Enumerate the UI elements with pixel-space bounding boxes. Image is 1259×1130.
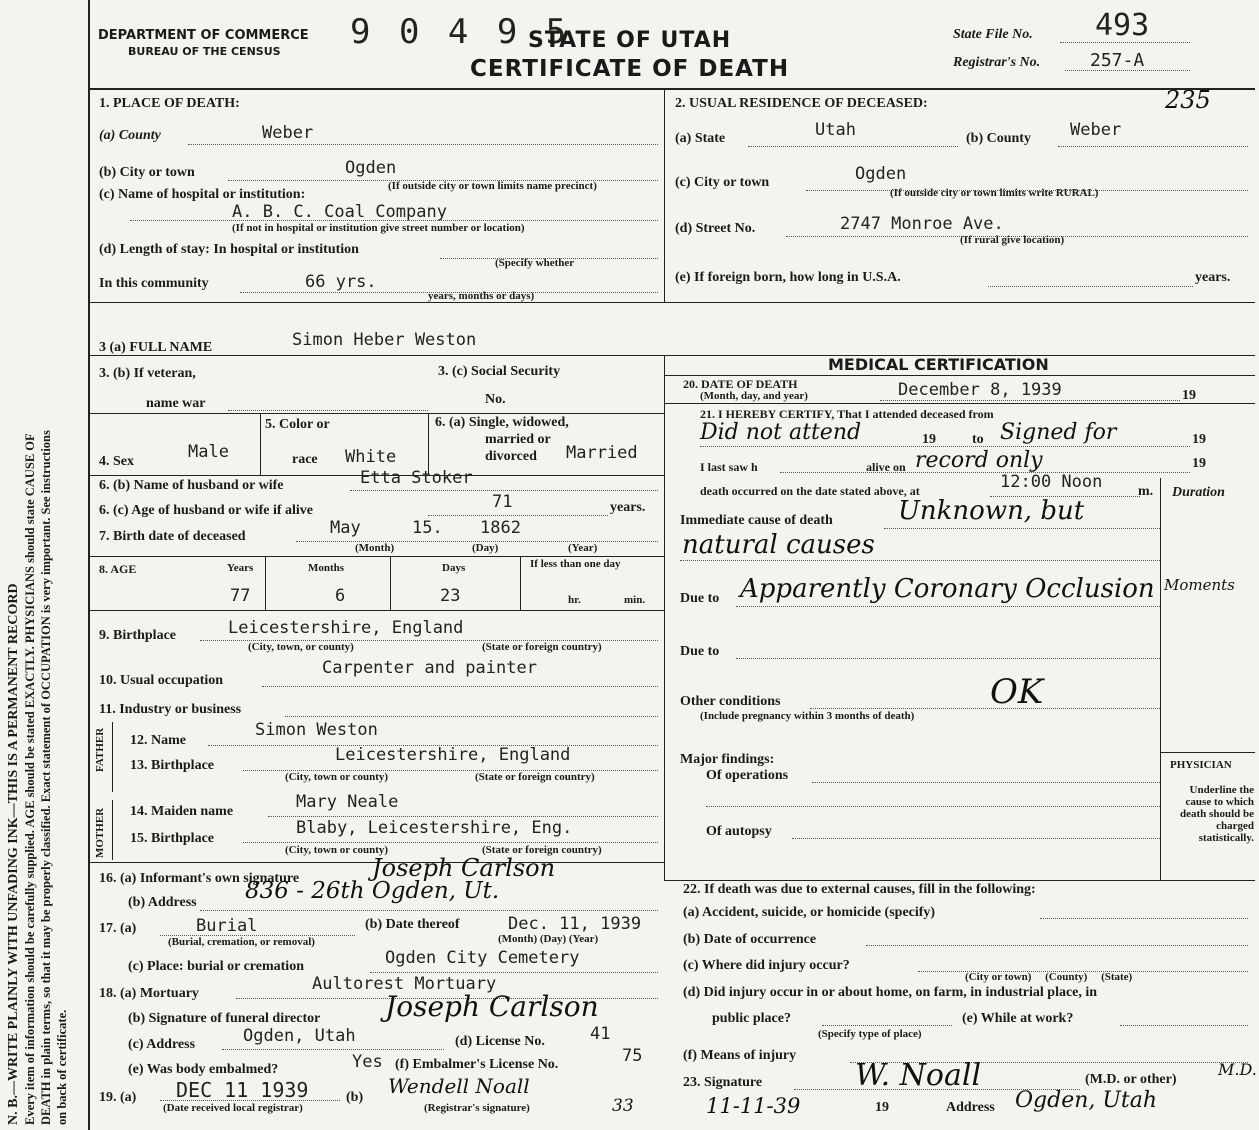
immediate-cause: Unknown, but [898, 496, 1085, 526]
record-only: record only [915, 448, 1043, 473]
residence-street-label: (d) Street No. [675, 221, 756, 236]
sig-date: 11-11-39 [706, 1094, 801, 1118]
other-line [810, 708, 1160, 709]
license-value: 41 [590, 1024, 611, 1044]
informant-addr-label: (b) Address [128, 895, 197, 910]
medical-row-line [664, 403, 1255, 404]
burial-place: Ogden City Cemetery [385, 948, 580, 968]
industry-line [285, 716, 658, 717]
side-line-3: on back of certificate. [55, 1009, 69, 1125]
registrar-note: (Registrar's signature) [424, 1102, 530, 1114]
place-hospital-note: (If not in hospital or institution give street number or location) [232, 222, 525, 234]
spouse-line [350, 490, 658, 491]
license-label: (d) License No. [455, 1034, 545, 1049]
residence-foreign-label: (e) If foreign born, how long in U.S.A. [675, 270, 901, 285]
ext-a: (a) Accident, suicide, or homicide (specify) [683, 905, 936, 920]
director-signature: Joseph Carlson [385, 990, 599, 1023]
death-time-m: m. [1138, 484, 1154, 499]
age-div-3 [520, 556, 521, 610]
ext-d: (d) Did injury occur in or about home, on farm, in industrial place, in [683, 985, 1098, 1000]
attend-19b: 19 [1192, 432, 1206, 447]
due2-label: Due to [680, 644, 720, 659]
age-label: 8. AGE [99, 562, 137, 576]
birth-day: 15. [412, 518, 443, 538]
sig-19: 19 [875, 1100, 889, 1115]
burial-place-label: (c) Place: burial or cremation [128, 959, 304, 974]
state-file-line [1060, 42, 1190, 43]
reg-date: DEC 11 1939 [176, 1078, 309, 1102]
emb-license-label: (f) Embalmer's License No. [395, 1057, 559, 1072]
last-19: 19 [1192, 456, 1206, 471]
reg-line [160, 1100, 340, 1101]
informant-signature: Joseph Carlson [372, 854, 556, 882]
immediate-line-2 [680, 560, 1160, 561]
birthplace-value: Leicestershire, England [228, 618, 464, 638]
occurred-label: death occurred on the date stated above, at [700, 484, 920, 498]
divider-sections [90, 302, 1255, 303]
place-city: Ogden [345, 158, 397, 178]
ext-d2: public place? [712, 1011, 791, 1026]
bureau-label: BUREAU OF THE CENSUS [128, 45, 281, 58]
father-name: Simon Weston [255, 720, 378, 740]
father-bp: Leicestershire, England [335, 745, 571, 765]
duration-title: Duration [1172, 485, 1225, 500]
ext-e-line [1120, 1025, 1248, 1026]
mother-bp: Blaby, Leicestershire, Eng. [296, 818, 573, 838]
marital-label: 6. (a) Single, widowed, [435, 415, 569, 430]
residence-city: Ogden [855, 164, 907, 184]
medical-title: MEDICAL CERTIFICATION [828, 355, 1049, 374]
registrar-line [1065, 70, 1190, 71]
father-bp-note-1: (City, town or county) [285, 771, 389, 783]
death-time: 12:00 Noon [1000, 472, 1103, 492]
state-file-label: State File No. [953, 27, 1033, 42]
birthplace-note-1: (City, town, or county) [248, 641, 354, 653]
md-hw: M.D. [1218, 1060, 1257, 1079]
operations-line-2 [706, 806, 1160, 807]
mother-bp-note-1: (City, town or county) [285, 844, 389, 856]
informant-addr-line [200, 910, 658, 911]
attend-hw: Did not attend [700, 420, 862, 445]
ext-e: (e) While at work? [962, 1011, 1074, 1026]
reg-b: (b) [346, 1090, 364, 1105]
birthplace-note-2: (State or foreign country) [482, 641, 602, 653]
registrar-signature: Wendell Noall [388, 1074, 530, 1098]
side-line-2: DEATH in plain terms, so that it may be properly classified. Exact statement of OCCUPATION is very important. See instructions [39, 430, 53, 1125]
mortuary-addr-line [222, 1049, 444, 1050]
findings-label: Major findings: [680, 752, 775, 767]
residence-street: 2747 Monroe Ave. [840, 214, 1004, 234]
occupation-line [262, 686, 658, 687]
certificate-title: CERTIFICATE OF DEATH [470, 56, 790, 82]
ext-f: (f) Means of injury [683, 1048, 797, 1063]
place-community-note: years, months or days) [428, 290, 535, 302]
ext-a-line [1040, 918, 1248, 919]
mother-bracket [112, 800, 113, 860]
spouse-age-line [428, 515, 608, 516]
informant-sig-label: 16. (a) Informant's own signature [99, 871, 300, 886]
mother-bp-label: 15. Birthplace [130, 831, 214, 846]
residence-street-note: (If rural give location) [960, 234, 1065, 246]
ss-label: 3. (c) Social Security [438, 364, 561, 379]
mortuary-addr-label: (c) Address [128, 1037, 196, 1052]
age-days: 23 [440, 586, 461, 606]
residence-county-line [1058, 146, 1248, 147]
birth-label: 7. Birth date of deceased [99, 529, 246, 544]
mortuary-value: Aultorest Mortuary [312, 974, 497, 994]
residence-county-label: (b) County [966, 131, 1031, 146]
place-hospital-label: (c) Name of hospital or institution: [99, 187, 306, 202]
due1-label: Due to [680, 591, 720, 606]
row-div-sex [260, 413, 261, 475]
alive-on-label: alive on [866, 460, 906, 474]
ext-b: (b) Date of occurrence [683, 932, 817, 947]
sig-addr: Ogden, Utah [1015, 1088, 1158, 1113]
age-years-label: Years [227, 562, 254, 574]
disp-label: 17. (a) [99, 921, 137, 936]
age-div-2 [390, 556, 391, 610]
disp-value: Burial [196, 916, 258, 936]
mother-bp-line [243, 842, 658, 843]
spouse-age: 71 [492, 492, 513, 512]
marital-label-2: married or [485, 432, 551, 447]
side-instructions [6, 430, 70, 1125]
physician-signature: W. Noall [855, 1058, 982, 1093]
place-community: 66 yrs. [305, 272, 377, 292]
disp-date-label: (b) Date thereof [365, 917, 460, 932]
sig-label: 23. Signature [683, 1075, 763, 1090]
race-label: race [292, 452, 318, 467]
name-label: 3 (a) FULL NAME [99, 340, 213, 355]
immediate-cause-2: natural causes [682, 530, 875, 560]
operations-line [812, 782, 1160, 783]
mother-name-line [268, 816, 658, 817]
side-line-1: Every item of information should be carefully supplied. AGE should be stated EXACTLY. PHYSICIANS should state CAUSE OF [23, 433, 37, 1125]
other-note: (Include pregnancy within 3 months of death) [700, 710, 915, 722]
disp-date: Dec. 11, 1939 [508, 914, 642, 934]
disp-note: (Burial, cremation, or removal) [168, 936, 315, 948]
full-name: Simon Heber Weston [292, 330, 477, 350]
residence-county: Weber [1070, 120, 1122, 140]
age-years: 77 [230, 586, 251, 606]
color-label: 5. Color or [265, 417, 330, 432]
embalmed-label: (e) Was body embalmed? [128, 1062, 279, 1077]
state-file-value: 493 [1095, 8, 1150, 43]
place-community-label: In this community [99, 276, 209, 291]
emb-license-value: 75 [622, 1046, 643, 1066]
age-months-label: Months [308, 562, 345, 574]
marital-value: Married [566, 443, 638, 463]
residence-city-note: (If outside city or town limits write RURAL) [890, 187, 1099, 199]
last-saw-label: I last saw h [700, 460, 758, 474]
registrar-num: 33 [612, 1096, 634, 1116]
spouse-label: 6. (b) Name of husband or wife [99, 478, 284, 493]
dept-label: DEPARTMENT OF COMMERCE [98, 28, 309, 43]
residence-foreign-unit: years. [1195, 270, 1231, 285]
sex-label: 4. Sex [99, 454, 134, 469]
spouse-value: Etta Stoker [360, 468, 473, 488]
age-div-1 [265, 556, 266, 610]
physician-note: Underline the cause to which death should be charged statistically. [1180, 784, 1254, 844]
frame-left [88, 0, 90, 1130]
spouse-age-label: 6. (c) Age of husband or wife if alive [99, 503, 314, 518]
attend-19a: 19 [922, 432, 936, 447]
residence-state-label: (a) State [675, 131, 726, 146]
md-label: (M.D. or other) [1085, 1072, 1177, 1087]
stamp-number: 9 0 4 9 5 [350, 12, 571, 52]
divider-top [664, 90, 665, 302]
physician-top-line [1160, 752, 1255, 753]
burial-place-line [370, 972, 658, 973]
residence-title: 2. USUAL RESIDENCE OF DECEASED: [675, 96, 928, 111]
immediate-line [884, 528, 1160, 529]
informant-addr: 836 - 26th Ogden, Ut. [245, 878, 500, 904]
death-date: December 8, 1939 [898, 380, 1062, 400]
place-stay-note: (Specify whether [495, 257, 575, 269]
place-stay-label: (d) Length of stay: In hospital or institution [99, 242, 359, 257]
war-line [228, 410, 428, 411]
duration-column [1160, 478, 1161, 880]
ext-c: (c) Where did injury occur? [683, 958, 850, 973]
residence-city-label: (c) City or town [675, 175, 770, 190]
name-row-line [90, 355, 1255, 356]
death-date-label: 20. DATE OF DEATH [683, 377, 798, 391]
divider-medical [664, 355, 665, 880]
due1-value: Apparently Coronary Occlusion [740, 574, 1155, 604]
min-label: min. [624, 594, 646, 606]
ext-title: 22. If death was due to external causes, fill in the following: [683, 882, 1036, 897]
race-value: White [345, 447, 397, 467]
father-name-label: 12. Name [130, 733, 186, 748]
frame-top [90, 88, 1255, 90]
father-bracket [112, 722, 113, 792]
age-top-line [90, 556, 664, 557]
mother-name-label: 14. Maiden name [130, 804, 234, 819]
ext-b-line [866, 945, 1248, 946]
embalmed-value: Yes [352, 1052, 383, 1072]
row-div-race [428, 413, 429, 475]
residence-county-mark: 235 [1165, 86, 1211, 114]
sex-value: Male [188, 442, 229, 462]
father-tag: FATHER [94, 727, 106, 772]
state-title: STATE OF UTAH [528, 28, 732, 53]
occupation-label: 10. Usual occupation [99, 673, 224, 688]
place-county-label: (a) County [99, 128, 161, 143]
spouse-age-unit: years. [610, 500, 646, 515]
mother-bp-note-2: (State or foreign country) [482, 844, 602, 856]
ext-d-line [822, 1025, 952, 1026]
attend-line [700, 446, 1190, 447]
place-city-label: (b) City or town [99, 165, 195, 180]
sig-addr-label: Address [946, 1100, 995, 1115]
birth-month: May [330, 518, 361, 538]
residence-state-line [748, 146, 958, 147]
death-date-line [880, 400, 1180, 401]
birthplace-label: 9. Birthplace [99, 628, 176, 643]
birth-year: 1862 [480, 518, 521, 538]
father-bp-label: 13. Birthplace [130, 758, 214, 773]
war-label: name war [146, 396, 206, 411]
signed-for: Signed for [1000, 420, 1117, 445]
disp-date-note: (Month) (Day) (Year) [498, 933, 599, 945]
mother-tag: MOTHER [94, 807, 106, 858]
marital-label-3: divorced [485, 449, 537, 464]
reg-label: 19. (a) [99, 1090, 137, 1105]
veteran-label: 3. (b) If veteran, [99, 366, 196, 381]
director-label: (b) Signature of funeral director [128, 1011, 321, 1026]
registrar-label: Registrar's No. [953, 55, 1041, 70]
duration-hw: Moments [1164, 576, 1235, 594]
age-days-label: Days [442, 562, 466, 574]
ext-d-note: (Specify type of place) [818, 1028, 922, 1040]
age-months: 6 [335, 586, 346, 606]
ext-line [664, 880, 1255, 881]
death-date-unit: 19 [1182, 388, 1196, 403]
due2-line [736, 658, 1160, 659]
residence-foreign-line [988, 286, 1193, 287]
birth-day-note: (Day) [472, 542, 499, 554]
mother-name: Mary Neale [296, 792, 399, 812]
ss-no: No. [485, 392, 506, 407]
row-line-1 [90, 413, 664, 414]
other-value: OK [990, 672, 1044, 712]
last-saw-line [780, 472, 1190, 473]
age-bottom-line [90, 610, 664, 611]
birth-month-note: (Month) [355, 542, 395, 554]
due1-line [736, 606, 1160, 607]
mortuary-addr: Ogden, Utah [243, 1026, 356, 1046]
place-city-note: (If outside city or town limits name precinct) [388, 180, 597, 192]
ext-c-note: (City or town) (County) (State) [965, 971, 1133, 983]
reg-note: (Date received local registrar) [163, 1102, 303, 1114]
industry-label: 11. Industry or business [99, 702, 242, 717]
death-date-note: (Month, day, and year) [700, 390, 808, 402]
other-label: Other conditions [680, 694, 781, 709]
father-bp-note-2: (State or foreign country) [475, 771, 595, 783]
residence-state: Utah [815, 120, 856, 140]
place-county: Weber [262, 123, 314, 143]
hr-label: hr. [568, 594, 581, 606]
place-hospital: A. B. C. Coal Company [232, 202, 447, 222]
mortuary-label: 18. (a) Mortuary [99, 986, 199, 1001]
autopsy-label: Of autopsy [706, 824, 772, 839]
place-hospital-line [130, 220, 658, 221]
occupation-value: Carpenter and painter [322, 658, 537, 678]
physician-title: PHYSICIAN [1170, 759, 1232, 771]
immediate-label: Immediate cause of death [680, 513, 833, 528]
medical-title-line [664, 375, 1255, 376]
birth-year-note: (Year) [568, 542, 598, 554]
place-title: 1. PLACE OF DEATH: [99, 96, 240, 111]
side-note: N. B.—WRITE PLAINLY WITH UNFADING INK—THIS IS A PERMANENT RECORD [6, 583, 21, 1125]
registrar-value: 257-A [1090, 50, 1145, 71]
operations-label: Of operations [706, 768, 789, 783]
autopsy-line [792, 838, 1160, 839]
certify-text: 21. I HEREBY CERTIFY, That I attended deceased from [700, 407, 994, 421]
place-county-line [188, 144, 658, 145]
age-less-label: If less than one day [530, 558, 621, 570]
attend-to: to [972, 432, 984, 447]
